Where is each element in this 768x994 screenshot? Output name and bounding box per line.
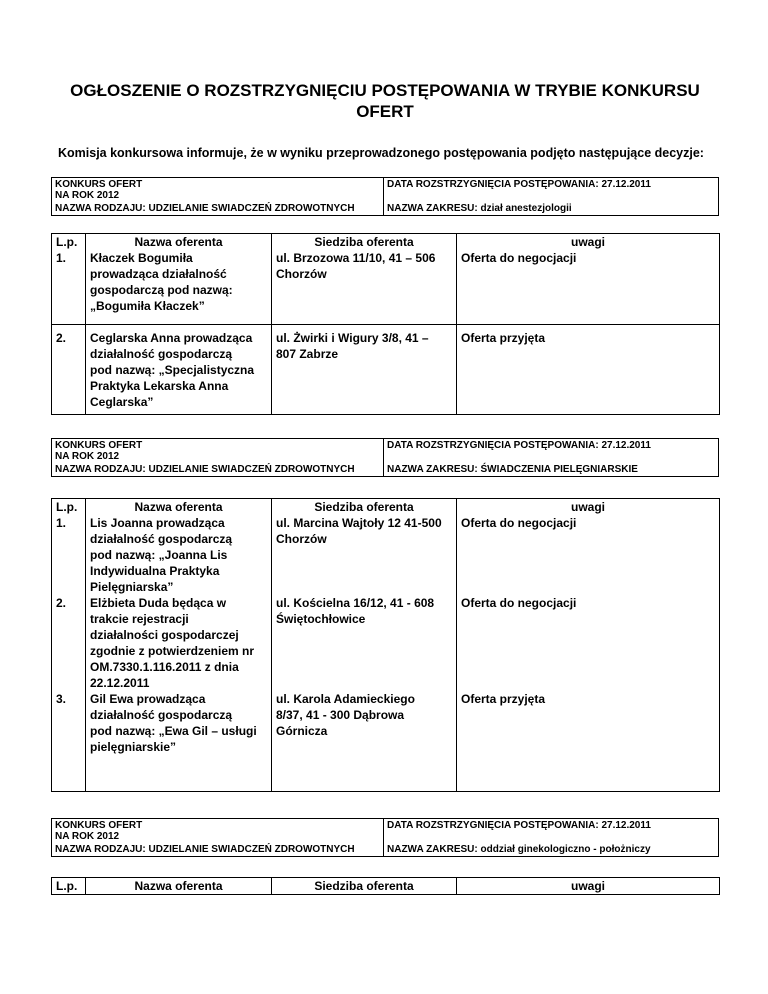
type-name: NAZWA RODZAJU: UDZIELANIE SWIADCZEŃ ZDROWOTNYCH <box>55 203 355 214</box>
section-1-table <box>51 233 720 415</box>
table-row <box>52 691 720 791</box>
intro-text: Komisja konkursowa informuje, że w wyniku przeprowadzonego postępowania podjęto następujące decyzje: <box>58 146 704 160</box>
section-2-table <box>51 498 720 792</box>
row-lp: 2. <box>52 595 86 691</box>
col-seat: Siedziba oferenta <box>272 234 457 251</box>
col-notes: uwagi <box>457 499 720 516</box>
table-row <box>52 515 720 595</box>
row-seat: ul. Brzozowa 11/10, 41 – 506 Chorzów <box>272 250 457 324</box>
row-seat: ul. Marcina Wajtoły 12 41-500 Chorzów <box>272 515 457 595</box>
row-name: Lis Joanna prowadząca działalność gospodarczą pod nazwą: „Joanna Lis Indywidualna Praktyka Pielęgniarska” <box>86 515 272 595</box>
row-lp: 1. <box>52 515 86 595</box>
row-name: Elżbieta Duda będąca w trakcie rejestracji działalności gospodarczej zgodnie z potwierdzeniem nr OM.7330.1.116.2011 z dnia 22.12.2011 <box>86 595 272 691</box>
row-name: Kłaczek Bogumiła prowadząca działalność gospodarczą pod nazwą: „Bogumiła Kłaczek” <box>86 250 272 324</box>
konkurs-label: KONKURS OFERT <box>55 179 143 190</box>
col-name: Nazwa oferenta <box>86 234 272 251</box>
col-lp: L.p. <box>52 234 86 251</box>
konkurs-year: NA ROK 2012 <box>55 451 120 462</box>
col-notes: uwagi <box>457 234 720 251</box>
row-notes: Oferta przyjęta <box>457 324 720 414</box>
decision-date: DATA ROZSTRZYGNIĘCIA POSTĘPOWANIA: 27.12.2011 <box>387 820 651 831</box>
scope-name: NAZWA ZAKRESU: oddział ginekologiczno - położniczy <box>387 844 651 855</box>
row-lp: 1. <box>52 250 86 324</box>
section-2-info <box>51 438 719 477</box>
row-notes: Oferta do negocjacji <box>457 515 720 595</box>
section-1-info <box>51 177 719 216</box>
row-seat: ul. Karola Adamieckiego 8/37, 41 - 300 Dąbrowa Górnicza <box>272 691 457 791</box>
row-name: Ceglarska Anna prowadząca działalność gospodarczą pod nazwą: „Specjalistyczna Praktyka Lekarska Anna Ceglarska” <box>86 324 272 414</box>
table-row <box>52 324 720 414</box>
row-notes: Oferta do negocjacji <box>457 595 720 691</box>
col-name: Nazwa oferenta <box>86 878 272 895</box>
title-line-2: OFERT <box>356 102 414 121</box>
table-row <box>52 595 720 691</box>
col-notes: uwagi <box>457 878 720 895</box>
konkurs-label: KONKURS OFERT <box>55 440 143 451</box>
scope-name: NAZWA ZAKRESU: dział anestezjologii <box>387 203 572 214</box>
table-row <box>52 250 720 324</box>
konkurs-year: NA ROK 2012 <box>55 190 120 201</box>
decision-date: DATA ROZSTRZYGNIĘCIA POSTĘPOWANIA: 27.12.2011 <box>387 440 651 451</box>
row-name: Gil Ewa prowadząca działalność gospodarczą pod nazwą: „Ewa Gil – usługi pielęgniarskie” <box>86 691 272 791</box>
row-seat: ul. Żwirki i Wigury 3/8, 41 – 807 Zabrze <box>272 324 457 414</box>
type-name: NAZWA RODZAJU: UDZIELANIE SWIADCZEŃ ZDROWOTNYCH <box>55 844 355 855</box>
col-lp: L.p. <box>52 878 86 895</box>
col-seat: Siedziba oferenta <box>272 878 457 895</box>
section-3-table <box>51 877 720 895</box>
col-name: Nazwa oferenta <box>86 499 272 516</box>
row-lp: 3. <box>52 691 86 791</box>
row-lp: 2. <box>52 324 86 414</box>
decision-date: DATA ROZSTRZYGNIĘCIA POSTĘPOWANIA: 27.12.2011 <box>387 179 651 190</box>
row-seat: ul. Kościelna 16/12, 41 - 608 Świętochłowice <box>272 595 457 691</box>
title-line-1: OGŁOSZENIE O ROZSTRZYGNIĘCIU POSTĘPOWANIA W TRYBIE KONKURSU <box>70 81 700 100</box>
konkurs-label: KONKURS OFERT <box>55 820 143 831</box>
col-lp: L.p. <box>52 499 86 516</box>
section-3-info <box>51 818 719 857</box>
konkurs-year: NA ROK 2012 <box>55 831 120 842</box>
page-title <box>60 80 710 122</box>
row-notes: Oferta do negocjacji <box>457 250 720 324</box>
scope-name: NAZWA ZAKRESU: ŚWIADCZENIA PIELĘGNIARSKIE <box>387 464 638 475</box>
type-name: NAZWA RODZAJU: UDZIELANIE SWIADCZEŃ ZDROWOTNYCH <box>55 464 355 475</box>
col-seat: Siedziba oferenta <box>272 499 457 516</box>
row-notes: Oferta przyjęta <box>457 691 720 791</box>
